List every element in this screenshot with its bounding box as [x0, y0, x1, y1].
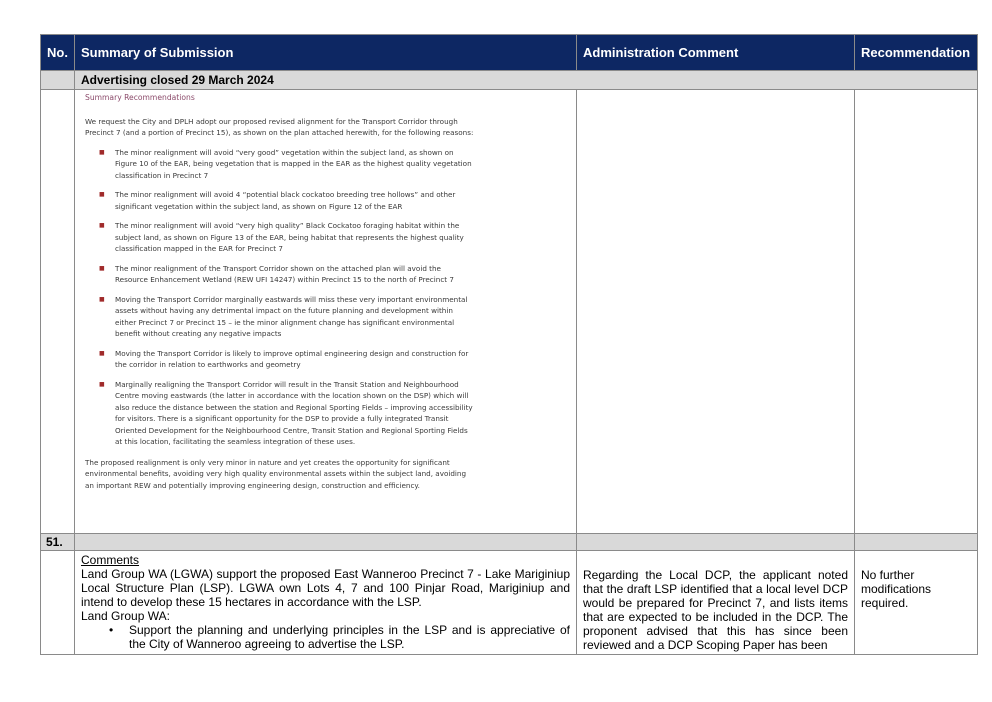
recommendation-text: No further modifications required.	[861, 568, 932, 610]
list-item: ■ The minor realignment will avoid 4 “potential black cockatoo breeding tree hollows” and other significant vegetation within the subject land, as shown on Figure 12 of the EAR	[99, 190, 456, 211]
bullet-icon: ■	[99, 349, 105, 357]
bullet-icon: ■	[99, 295, 105, 303]
section-title: Advertising closed 29 March 2024	[75, 71, 978, 90]
scanned-submission-row	[41, 90, 978, 534]
submissions-table	[40, 34, 978, 655]
summary-paragraph: Land Group WA (LGWA) support the proposed East Wanneroo Precinct 7 - Lake Mariginiup Local Structure Plan (LSP). LGWA own Lots 4, 7 and 100 Pinjar Road, Mariginiup and intend to develop these 15 hectares in accordance with the LSP.	[81, 567, 570, 609]
bullet-icon: ■	[99, 222, 105, 229]
comments-heading: Comments	[81, 553, 140, 567]
list-item: ■ Moving the Transport Corridor marginally eastwards will miss these very important environmental assets without having any detrimental impact on the future planning and development within either Precinct 7 or Precinct 15 – ie the minor alignment change has significant environmental benefit without creating any negative impacts	[99, 294, 468, 338]
list-item: ■ The minor realignment will avoid “very high quality” Black Cockatoo foraging habitat within the subject land, as shown on Figure 13 of the EAR, being habitat that represents the highest quality classification mapped in the EAR for Precinct 7	[99, 221, 464, 253]
row-number-row	[41, 534, 978, 551]
summary-subheading: Land Group WA:	[81, 609, 170, 623]
scan-intro: We request the City and DPLH adopt our proposed revised alignment for the Transport Corridor through Precinct 7 (and a portion of Precinct 15), as shown on the plan attached herewith, for the following reasons:	[85, 116, 474, 137]
list-item: ■ The minor realignment of the Transport Corridor shown on the attached plan will avoid the Resource Enhancement Wetland (REW UFI 14247) within Precinct 15 to the north of Precinct 7	[99, 263, 454, 284]
summary-cell	[75, 551, 577, 655]
bullet-icon: •	[109, 623, 114, 637]
table-header-row	[41, 35, 978, 71]
bullet-icon: ■	[99, 148, 105, 156]
bullet-icon: ■	[99, 191, 105, 198]
scan-bullet-list	[85, 147, 475, 448]
list-item: • Support the planning and underlying principles in the LSP and is appreciative of the City of Wanneroo agreeing to advertise the LSP.	[109, 623, 570, 651]
scanned-image	[75, 90, 577, 534]
admin-comment-cell	[577, 551, 855, 655]
section-row	[41, 71, 978, 90]
admin-comment: Regarding the Local DCP, the applicant noted that the draft LSP identified that a local level DCP would be prepared for Precinct 7, and lists items that are expected to be included in the DCP. The proponent advised that this has since been reviewed and a DCP Scoping Paper has been	[583, 568, 848, 652]
bullet-icon: ■	[99, 380, 105, 388]
row-number: 51.	[41, 534, 75, 551]
list-item: ■ The minor realignment will avoid “very good” vegetation within the subject land, as shown on Figure 10 of the EAR, being vegetation that is mapped in the EAR as the highest quality vegetation classification in Precinct 7	[99, 147, 472, 180]
header-no: No.	[41, 35, 75, 71]
header-summary: Summary of Submission	[75, 35, 577, 71]
scan-closing: The proposed realignment is only very minor in nature and yet creates the opportunity for significant environmental benefits, avoiding very high quality environmental assets within the subject land, avoiding an important REW and potentially improving engineering design, construction and efficiency.	[85, 457, 467, 490]
list-item: ■ Moving the Transport Corridor is likely to improve optimal engineering design and construction for the corridor in relation to earthworks and geometry	[99, 348, 469, 369]
scan-title: Summary Recommendations	[85, 93, 195, 102]
list-item: ■ Marginally realigning the Transport Corridor will result in the Transit Station and Neighbourhood Centre moving eastwards (the latter in accordance with the location shown on the DSP) which will also reduce the distance between the station and Regional Sporting Fields – improving accessibility for visitors. There is a significant opportunity for the DSP to provide a fully integrated Transit Oriented Development for the Neighbourhood Centre, Transit Station and Regional Sporting Fields at this location, facilitating the seamless integration of these uses.	[99, 379, 473, 446]
recommendation-cell	[855, 551, 978, 655]
header-admin-comment: Administration Comment	[577, 35, 855, 71]
table-row	[41, 551, 978, 655]
header-recommendation: Recommendation	[855, 35, 978, 71]
bullet-icon: ■	[99, 264, 105, 272]
